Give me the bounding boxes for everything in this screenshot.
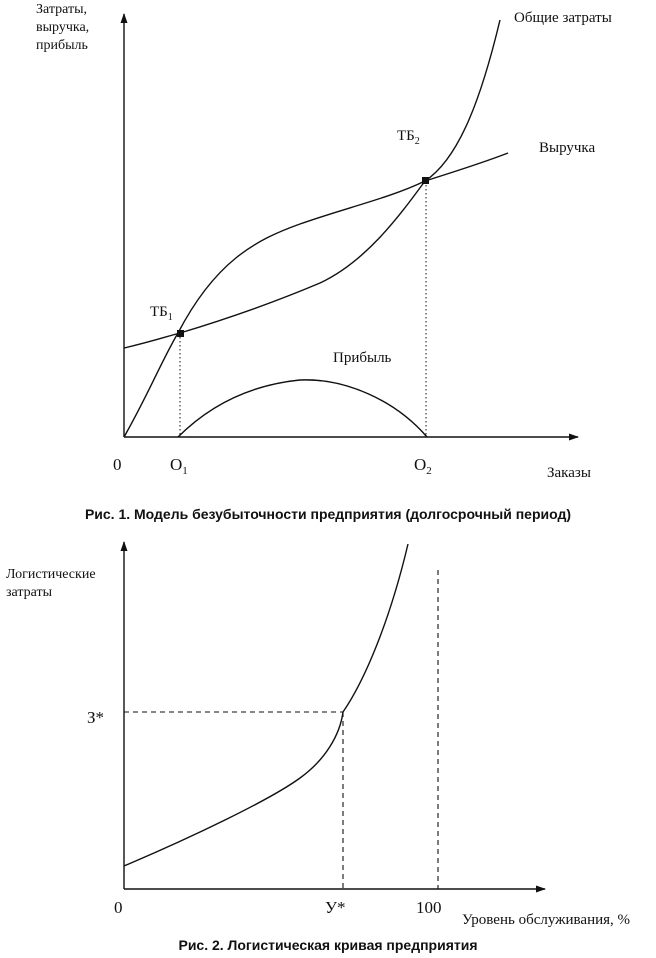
break-even-point-1 bbox=[177, 330, 184, 337]
fig2-origin-label: 0 bbox=[114, 898, 123, 917]
o2-label: $O_2$ bbox=[414, 455, 432, 477]
fig2-x-axis-label: Уровень обслуживания, % bbox=[462, 912, 631, 928]
tb2-label: $ТБ_2$ bbox=[397, 128, 420, 147]
u-star-label: У* bbox=[325, 898, 346, 917]
profit-label: Прибыль bbox=[333, 350, 392, 366]
tb1-label: $ТБ_1$ bbox=[150, 304, 173, 323]
hundred-label: 100 bbox=[416, 898, 442, 917]
revenue-curve bbox=[124, 153, 508, 348]
fig1-caption: Рис. 1. Модель безубыточности предприятия (долгосрочный период) bbox=[84, 506, 572, 522]
fig1-y-axis-label: Затраты, выручка, прибыль bbox=[36, 2, 90, 53]
fig1-origin-label: 0 bbox=[113, 455, 122, 474]
o1-label: $O_1$ bbox=[170, 455, 188, 477]
fig1-x-axis-label: Заказы bbox=[547, 465, 591, 481]
total-costs-label: Общие затраты bbox=[514, 10, 612, 26]
break-even-point-2 bbox=[422, 177, 429, 184]
figure-1 bbox=[36, 2, 612, 522]
fig2-caption: Рис. 2. Логистическая кривая предприятия bbox=[178, 937, 478, 953]
profit-curve bbox=[178, 380, 427, 437]
z-star-label: З* bbox=[87, 708, 105, 727]
logistic-cost-curve bbox=[124, 544, 408, 866]
fig2-y-axis-label: Логистические затраты bbox=[6, 567, 96, 600]
figure-2 bbox=[6, 542, 630, 953]
revenue-label: Выручка bbox=[539, 140, 596, 156]
